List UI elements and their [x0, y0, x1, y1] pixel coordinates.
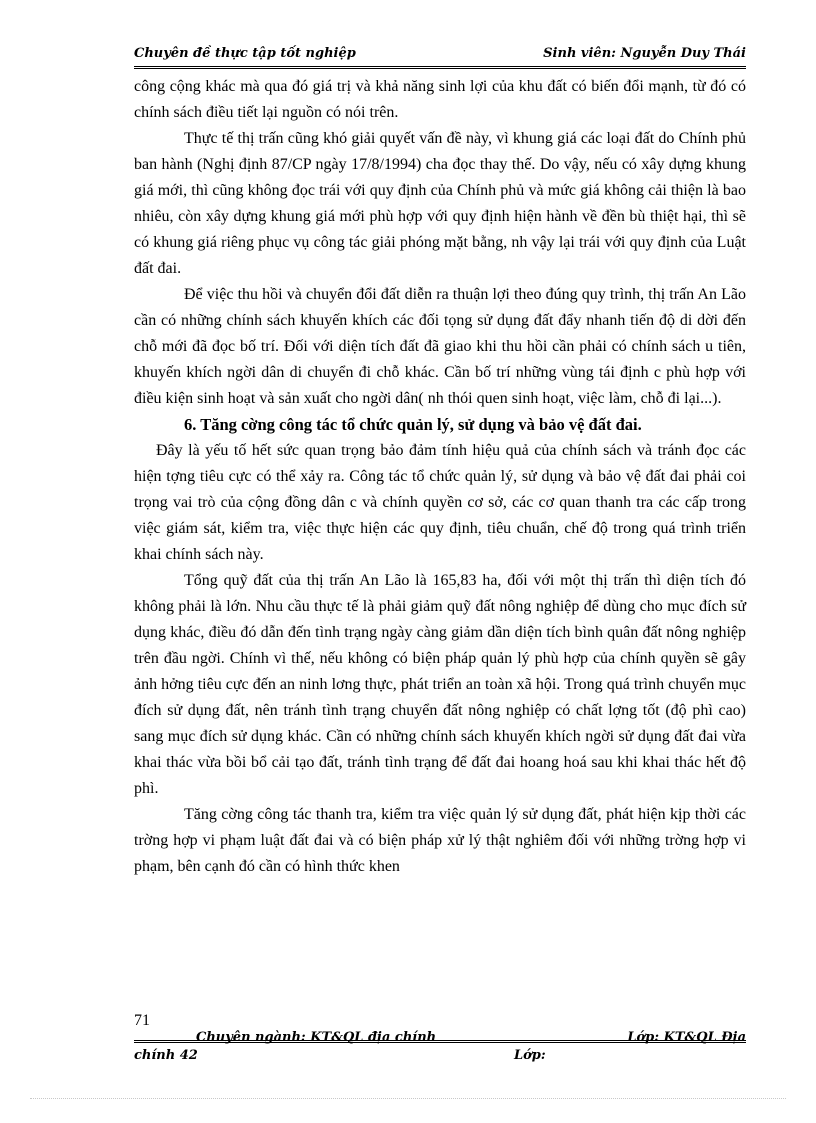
document-body: [134, 74, 746, 880]
footer-class: Lớp: KT&QL Địa: [627, 1030, 746, 1045]
paragraph: Đây là yếu tố hết sức quan trọng bảo đảm tính hiệu quả của chính sách và tránh đọc các hiện tợng tiêu cực có thể xảy ra. Công tác tổ chức quản lý, sử dụng và bảo vệ đất đai phải coi trọng vai trò của cộng đồng dân c và chính quyền cơ sở, các cơ quan thanh tra các cấp trong việc giám sát, kiểm tra, việc thực hiện các quy định, tiêu chuẩn, chế độ trong quá trình triển khai chính sách này.: [134, 442, 746, 563]
paragraph: Để việc thu hồi và chuyển đổi đất diễn ra thuận lợi theo đúng quy trình, thị trấn An Lão cần có những chính sách khuyến khích các đối tọng sử dụng đất đẩy nhanh tiến độ di dời đến chỗ mới đã đọc bố trí. Đối với diện tích đất đã giao khi thu hồi cần phải có chính sách u tiên, khuyến khích ngời dân di chuyển đi chỗ khác. Cần bố trí những vùng tái định c phù hợp với điều kiện sinh hoạt và sản xuất cho ngời dân( nh thói quen sinh hoạt, việc làm, chỗ đi lại...).: [134, 286, 746, 407]
paragraph: Tổng quỹ đất của thị trấn An Lão là 165,83 ha, đối với một thị trấn thì diện tích đó không phải là lớn. Nhu cầu thực tế là phải giảm quỹ đất nông nghiệp để dùng cho mục đích sử dụng khác, điều đó dẫn đến tình trạng ngày càng giảm dần diện tích bình quân đất nông nghiệp trên đầu ngời. Chính vì thế, nếu không có biện pháp quản lý phù hợp của chính quyền sẽ gây ảnh hởng tiêu cực đến an ninh lơng thực, phát triển an toàn xã hội. Trong quá trình chuyển mục đích sử dụng đất, nên tránh tình trạng chuyển đất nông nghiệp có chất lợng tốt (độ phì cao) sang mục đích sử dụng khác. Cần có những chính sách khuyến khích ngời sử dụng đất đai vừa khai thác vừa bồi bổ cải tạo đất, tránh tình trạng để đất đai hoang hoá sau khi khai thác hết độ phì.: [134, 572, 746, 797]
section-heading: 6. Tăng cờng công tác tổ chức quản lý, sử dụng và bảo vệ đất đai.: [184, 415, 642, 434]
bottom-dotted-line: [30, 1098, 786, 1099]
footer-class-label: Lớp:: [514, 1048, 546, 1063]
header-title: Chuyên đề thực tập tốt nghiệp: [134, 46, 356, 61]
paragraph: công cộng khác mà qua đó giá trị và khả năng sinh lợi của khu đất có biến đổi mạnh, từ đó có chính sách điều tiết lại nguồn có nói trên.: [134, 78, 746, 121]
page-number: 71: [134, 1012, 150, 1029]
footer-major: Chuyên ngành: KT&QL địa chính: [196, 1030, 437, 1045]
page-header: [134, 44, 746, 66]
footer-class-continuation: chính 42: [134, 1048, 198, 1063]
paragraph: Thực tế thị trấn cũng khó giải quyết vấn đề này, vì khung giá các loại đất do Chính phủ ban hành (Nghị định 87/CP ngày 17/8/1994) cha đọc thay thế. Do vậy, nếu có xây dựng khung giá mới, thì cũng không đọc trái với quy định của Chính phủ và mức giá không cải thiện là bao nhiêu, còn xây dựng khung giá mới phù hợp với quy định hiện hành về đền bù thiệt hại, thì sẽ có khung giá riêng phục vụ công tác giải phóng mặt bằng, nh vậy lại trái với quy định của Luật đất đai.: [134, 130, 746, 277]
header-rule: [134, 66, 746, 69]
paragraph: Tăng cờng công tác thanh tra, kiểm tra việc quản lý sử dụng đất, phát hiện kịp thời các trờng hợp vi phạm luật đất đai và có biện pháp xử lý thật nghiêm đối với những trờng hợp vi phạm, bên cạnh đó cần có hình thức khen: [134, 806, 746, 875]
header-author: Sinh viên: Nguyễn Duy Thái: [543, 46, 746, 61]
